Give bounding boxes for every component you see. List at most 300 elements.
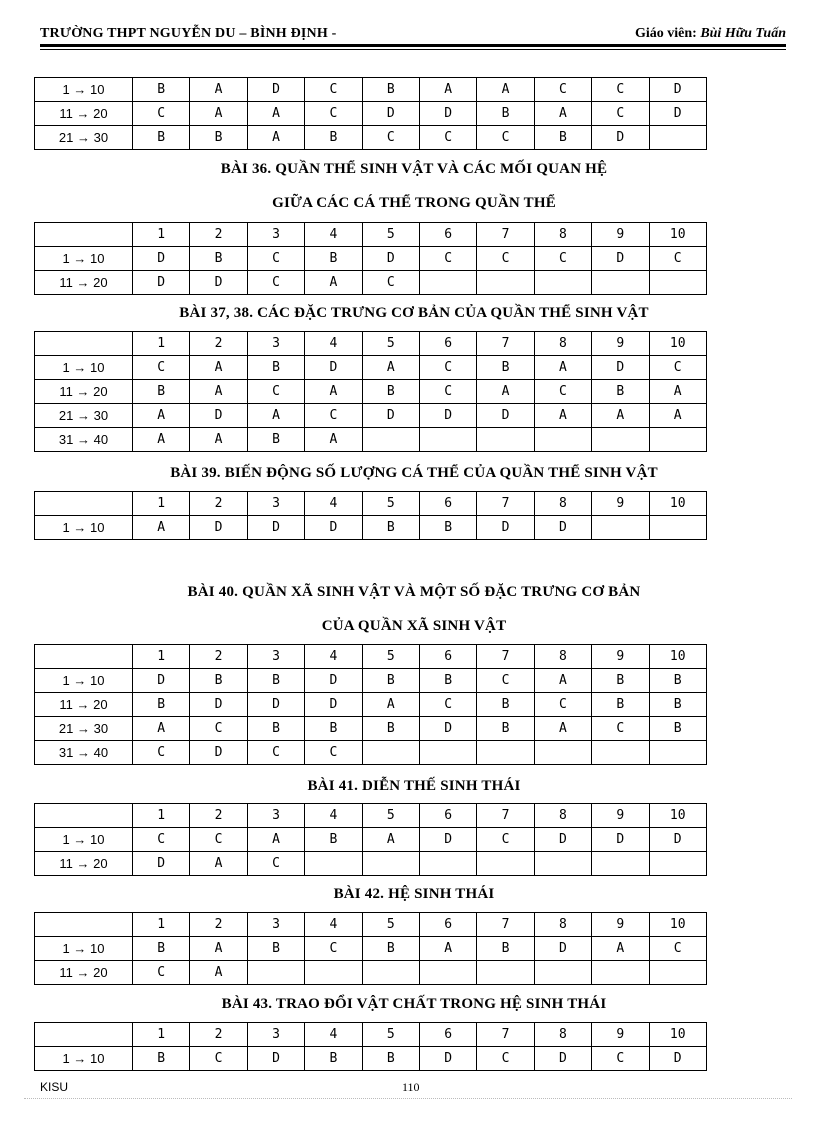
row-range-label: 1 → 10	[35, 516, 133, 540]
answer-cell: A	[247, 828, 304, 852]
answer-cell: C	[305, 404, 362, 428]
answer-cell: B	[592, 693, 649, 717]
answer-cell: A	[649, 404, 706, 428]
answer-table-36	[34, 222, 707, 295]
answer-cell: A	[247, 102, 304, 126]
row-range-label: 1 → 10	[35, 356, 133, 380]
answer-cell	[419, 961, 476, 985]
section-title-37: BÀI 37, 38. CÁC ĐẶC TRƯNG CƠ BẢN CỦA QUẦN THỂ SINH VẬT	[179, 305, 649, 321]
answer-table-39	[34, 491, 707, 540]
answer-cell: C	[477, 669, 534, 693]
column-number: 5	[362, 223, 419, 247]
table-header-row	[35, 332, 707, 356]
answer-cell: A	[534, 102, 591, 126]
answer-cell: D	[592, 356, 649, 380]
answer-cell: D	[305, 693, 362, 717]
answer-cell	[592, 516, 649, 540]
answer-cell: C	[247, 852, 304, 876]
answer-cell: A	[477, 380, 534, 404]
answer-cell: C	[133, 102, 190, 126]
section-title-36b: GIỮA CÁC CÁ THỂ TRONG QUẦN THỂ	[272, 195, 556, 211]
answer-cell: B	[362, 1047, 419, 1071]
column-number: 7	[477, 492, 534, 516]
answer-cell	[419, 271, 476, 295]
answer-cell	[592, 961, 649, 985]
answer-cell: B	[133, 126, 190, 150]
section-title-42: BÀI 42. HỆ SINH THÁI	[333, 886, 495, 902]
answer-cell: C	[419, 356, 476, 380]
answer-cell: B	[362, 78, 419, 102]
column-number: 6	[419, 804, 476, 828]
table-row	[35, 380, 707, 404]
answer-cell: A	[534, 669, 591, 693]
answer-cell: A	[133, 717, 190, 741]
row-range-label: 11 → 20	[35, 961, 133, 985]
answer-cell: D	[592, 247, 649, 271]
column-number: 6	[419, 492, 476, 516]
answer-cell: A	[133, 404, 190, 428]
answer-cell: A	[534, 404, 591, 428]
school-name: TRƯỜNG THPT NGUYỄN DU – BÌNH ĐỊNH -	[40, 26, 337, 41]
column-number: 3	[247, 1023, 304, 1047]
answer-cell: C	[649, 247, 706, 271]
answer-cell: A	[534, 717, 591, 741]
table-row	[35, 937, 707, 961]
answer-cell: C	[534, 380, 591, 404]
answer-cell: D	[190, 404, 247, 428]
answer-cell: B	[649, 669, 706, 693]
column-number: 5	[362, 492, 419, 516]
answer-cell: C	[190, 717, 247, 741]
table-header-row	[35, 645, 707, 669]
answer-table-43	[34, 1022, 707, 1071]
column-number: 4	[305, 1023, 362, 1047]
column-number: 10	[649, 645, 706, 669]
answer-cell: A	[247, 404, 304, 428]
column-number: 9	[592, 804, 649, 828]
column-number: 4	[305, 645, 362, 669]
answer-cell: D	[190, 271, 247, 295]
answer-cell: D	[419, 717, 476, 741]
answer-cell: B	[190, 669, 247, 693]
answer-cell: C	[592, 717, 649, 741]
answer-cell: B	[592, 669, 649, 693]
answer-cell	[534, 428, 591, 452]
answer-cell	[477, 852, 534, 876]
answer-cell	[649, 271, 706, 295]
answer-cell: B	[247, 937, 304, 961]
answer-cell: A	[305, 271, 362, 295]
answer-cell	[362, 741, 419, 765]
footer-label: KISU	[40, 1080, 69, 1094]
column-number: 6	[419, 332, 476, 356]
table-row	[35, 102, 707, 126]
answer-cell	[362, 852, 419, 876]
column-number: 4	[305, 913, 362, 937]
column-number: 10	[649, 1023, 706, 1047]
answer-cell: D	[305, 669, 362, 693]
answer-cell: B	[133, 693, 190, 717]
answer-cell	[305, 852, 362, 876]
column-number: 10	[649, 332, 706, 356]
answer-cell: B	[592, 380, 649, 404]
answer-cell: A	[247, 126, 304, 150]
answer-cell: D	[419, 828, 476, 852]
column-number: 3	[247, 645, 304, 669]
answer-cell	[419, 852, 476, 876]
answer-cell: B	[190, 126, 247, 150]
answer-cell	[247, 961, 304, 985]
answer-cell	[419, 428, 476, 452]
answer-cell: B	[534, 126, 591, 150]
answer-cell	[649, 428, 706, 452]
answer-cell: B	[305, 717, 362, 741]
row-range-label: 11 → 20	[35, 102, 133, 126]
row-range-label: 1 → 10	[35, 669, 133, 693]
table-row	[35, 693, 707, 717]
column-number: 8	[534, 804, 591, 828]
answer-cell: D	[534, 828, 591, 852]
answer-cell: C	[649, 356, 706, 380]
answer-cell	[534, 852, 591, 876]
answer-cell: C	[133, 356, 190, 380]
column-number: 2	[190, 1023, 247, 1047]
answer-cell: B	[362, 717, 419, 741]
answer-cell	[649, 516, 706, 540]
answer-cell: A	[362, 828, 419, 852]
answer-cell	[592, 741, 649, 765]
table-row	[35, 1047, 707, 1071]
answer-cell: B	[477, 102, 534, 126]
column-number: 8	[534, 332, 591, 356]
answer-table-40	[34, 644, 707, 765]
column-number: 5	[362, 1023, 419, 1047]
column-number: 6	[419, 913, 476, 937]
column-number: 5	[362, 332, 419, 356]
answer-cell: D	[190, 516, 247, 540]
answer-cell: C	[362, 126, 419, 150]
answer-cell: C	[534, 693, 591, 717]
answer-cell: B	[247, 717, 304, 741]
answer-cell: B	[305, 126, 362, 150]
answer-cell: C	[477, 247, 534, 271]
answer-cell: D	[247, 78, 304, 102]
row-range-label: 11 → 20	[35, 693, 133, 717]
table-row	[35, 828, 707, 852]
table-row	[35, 271, 707, 295]
answer-cell	[649, 741, 706, 765]
answer-cell: D	[419, 1047, 476, 1071]
answer-cell: C	[133, 961, 190, 985]
row-range-label: 21 → 30	[35, 126, 133, 150]
answer-cell: C	[534, 78, 591, 102]
answer-cell: D	[133, 669, 190, 693]
answer-cell: C	[419, 247, 476, 271]
column-number: 4	[305, 223, 362, 247]
answer-cell	[592, 428, 649, 452]
column-number: 8	[534, 645, 591, 669]
table-header-row	[35, 223, 707, 247]
answer-cell: D	[133, 271, 190, 295]
corner-cell	[35, 804, 133, 828]
answer-cell: A	[190, 852, 247, 876]
answer-cell	[305, 961, 362, 985]
table-header-row	[35, 913, 707, 937]
answer-cell: B	[247, 669, 304, 693]
column-number: 2	[190, 223, 247, 247]
answer-cell: C	[190, 1047, 247, 1071]
column-number: 1	[133, 492, 190, 516]
row-range-label: 21 → 30	[35, 404, 133, 428]
answer-cell	[362, 961, 419, 985]
answer-cell: C	[534, 247, 591, 271]
answer-cell: D	[362, 404, 419, 428]
row-range-label: 1 → 10	[35, 78, 133, 102]
answer-table-42	[34, 912, 707, 985]
column-number: 8	[534, 913, 591, 937]
answer-cell: B	[305, 247, 362, 271]
table-row	[35, 247, 707, 271]
answer-cell: A	[305, 380, 362, 404]
answer-cell: B	[362, 516, 419, 540]
answer-cell: A	[592, 404, 649, 428]
answer-cell: B	[247, 428, 304, 452]
column-number: 9	[592, 1023, 649, 1047]
column-number: 1	[133, 332, 190, 356]
section-title-36a: BÀI 36. QUẦN THỂ SINH VẬT VÀ CÁC MỐI QUAN HỆ	[220, 161, 608, 177]
answer-cell: B	[133, 380, 190, 404]
answer-cell: D	[477, 516, 534, 540]
table-row	[35, 126, 707, 150]
answer-cell	[649, 852, 706, 876]
column-number: 8	[534, 1023, 591, 1047]
column-number: 2	[190, 645, 247, 669]
answer-cell	[649, 126, 706, 150]
answer-cell: C	[247, 741, 304, 765]
answer-cell	[592, 852, 649, 876]
answer-cell: D	[419, 102, 476, 126]
answer-cell: B	[649, 717, 706, 741]
answer-cell: C	[477, 828, 534, 852]
answer-cell: C	[419, 693, 476, 717]
answer-cell: C	[419, 126, 476, 150]
table-row	[35, 669, 707, 693]
column-number: 10	[649, 913, 706, 937]
answer-cell	[534, 271, 591, 295]
column-number: 2	[190, 492, 247, 516]
answer-cell	[592, 271, 649, 295]
row-range-label: 31 → 40	[35, 428, 133, 452]
answer-cell: B	[305, 828, 362, 852]
teacher-label: Giáo viên:	[634, 26, 701, 41]
answer-cell: B	[477, 717, 534, 741]
answer-cell: A	[190, 937, 247, 961]
answer-cell: D	[362, 247, 419, 271]
answer-cell	[477, 271, 534, 295]
answer-cell: C	[305, 102, 362, 126]
table-row	[35, 78, 707, 102]
column-number: 7	[477, 332, 534, 356]
answer-cell: D	[247, 693, 304, 717]
section-title-40a: BÀI 40. QUẦN XÃ SINH VẬT VÀ MỘT SỐ ĐẶC TRƯNG CƠ BẢN	[187, 584, 641, 600]
column-number: 1	[133, 223, 190, 247]
answer-cell: D	[592, 126, 649, 150]
column-number: 9	[592, 492, 649, 516]
table-header-row	[35, 804, 707, 828]
answer-cell	[362, 428, 419, 452]
answer-cell: D	[190, 693, 247, 717]
answer-cell	[534, 741, 591, 765]
answer-cell: D	[190, 741, 247, 765]
column-number: 6	[419, 1023, 476, 1047]
answer-cell	[477, 741, 534, 765]
row-range-label: 1 → 10	[35, 937, 133, 961]
answer-cell: C	[133, 828, 190, 852]
row-range-label: 11 → 20	[35, 380, 133, 404]
column-number: 1	[133, 1023, 190, 1047]
table-row	[35, 961, 707, 985]
answer-cell: C	[247, 380, 304, 404]
corner-cell	[35, 913, 133, 937]
answer-cell: A	[419, 937, 476, 961]
row-range-label: 1 → 10	[35, 828, 133, 852]
answer-cell: A	[190, 78, 247, 102]
answer-cell: B	[133, 1047, 190, 1071]
column-number: 5	[362, 645, 419, 669]
answer-cell: C	[362, 271, 419, 295]
column-number: 7	[477, 223, 534, 247]
corner-cell	[35, 1023, 133, 1047]
footer-rule	[24, 1098, 792, 1099]
answer-cell	[419, 741, 476, 765]
answer-cell: D	[362, 102, 419, 126]
answer-cell: A	[190, 380, 247, 404]
answer-cell: C	[305, 78, 362, 102]
answer-cell: A	[133, 516, 190, 540]
answer-cell: D	[649, 1047, 706, 1071]
answer-cell: B	[247, 356, 304, 380]
table-row	[35, 404, 707, 428]
table-row	[35, 852, 707, 876]
answer-cell: C	[592, 1047, 649, 1071]
answer-cell: A	[362, 356, 419, 380]
column-number: 3	[247, 332, 304, 356]
column-number: 1	[133, 645, 190, 669]
answer-cell: B	[362, 669, 419, 693]
column-number: 4	[305, 332, 362, 356]
answer-cell: D	[649, 102, 706, 126]
answer-cell: B	[419, 516, 476, 540]
answer-cell: D	[247, 516, 304, 540]
answer-cell: B	[649, 693, 706, 717]
answer-cell: D	[534, 1047, 591, 1071]
header-rule-thick	[40, 44, 786, 47]
answer-cell: C	[247, 247, 304, 271]
answer-cell: B	[133, 937, 190, 961]
answer-cell: A	[190, 102, 247, 126]
column-number: 9	[592, 223, 649, 247]
corner-cell	[35, 492, 133, 516]
answer-cell	[477, 961, 534, 985]
answer-cell: D	[649, 78, 706, 102]
table-row	[35, 717, 707, 741]
column-number: 1	[133, 913, 190, 937]
column-number: 9	[592, 913, 649, 937]
answer-cell: C	[592, 78, 649, 102]
table-row	[35, 741, 707, 765]
answer-cell: D	[419, 404, 476, 428]
column-number: 6	[419, 645, 476, 669]
answer-cell: C	[477, 126, 534, 150]
answer-table-37	[34, 331, 707, 452]
table-row	[35, 428, 707, 452]
answer-cell: D	[305, 516, 362, 540]
answer-cell: B	[362, 380, 419, 404]
column-number: 2	[190, 804, 247, 828]
answer-cell: A	[133, 428, 190, 452]
answer-cell: A	[592, 937, 649, 961]
answer-cell: A	[419, 78, 476, 102]
column-number: 7	[477, 645, 534, 669]
answer-cell: B	[477, 356, 534, 380]
answer-cell: A	[362, 693, 419, 717]
column-number: 10	[649, 223, 706, 247]
section-title-41: BÀI 41. DIỄN THẾ SINH THÁI	[307, 778, 521, 794]
table-row	[35, 356, 707, 380]
answer-cell: A	[190, 356, 247, 380]
header-rule-thin	[40, 49, 786, 50]
answer-cell	[649, 961, 706, 985]
answer-cell: C	[592, 102, 649, 126]
section-title-39: BÀI 39. BIẾN ĐỘNG SỐ LƯỢNG CÁ THỂ CỦA QUẦN THỂ SINH VẬT	[170, 465, 658, 481]
column-number: 9	[592, 645, 649, 669]
row-range-label: 1 → 10	[35, 247, 133, 271]
table-header-row	[35, 1023, 707, 1047]
answer-cell: C	[649, 937, 706, 961]
answer-cell: C	[305, 741, 362, 765]
answer-cell: A	[190, 961, 247, 985]
column-number: 5	[362, 913, 419, 937]
page-header	[40, 26, 786, 46]
answer-cell: D	[133, 852, 190, 876]
answer-cell: B	[477, 937, 534, 961]
answer-cell: D	[649, 828, 706, 852]
answer-cell: A	[305, 428, 362, 452]
teacher-credit	[635, 26, 786, 42]
answer-cell: D	[305, 356, 362, 380]
answer-table-41	[34, 803, 707, 876]
answer-cell: B	[477, 693, 534, 717]
answer-cell: D	[534, 937, 591, 961]
column-number: 1	[133, 804, 190, 828]
answer-cell: D	[477, 404, 534, 428]
column-number: 6	[419, 223, 476, 247]
answer-cell	[534, 961, 591, 985]
column-number: 8	[534, 492, 591, 516]
page-number: 110	[402, 1080, 420, 1094]
column-number: 4	[305, 804, 362, 828]
column-number: 3	[247, 223, 304, 247]
section-title-43: BÀI 43. TRAO ĐỔI VẬT CHẤT TRONG HỆ SINH THÁI	[221, 996, 607, 1012]
column-number: 7	[477, 804, 534, 828]
answer-cell: B	[305, 1047, 362, 1071]
column-number: 7	[477, 913, 534, 937]
column-number: 3	[247, 913, 304, 937]
column-number: 9	[592, 332, 649, 356]
answer-cell: A	[190, 428, 247, 452]
answer-cell: D	[133, 247, 190, 271]
section-title-40b: CỦA QUẦN XÃ SINH VẬT	[321, 618, 507, 634]
